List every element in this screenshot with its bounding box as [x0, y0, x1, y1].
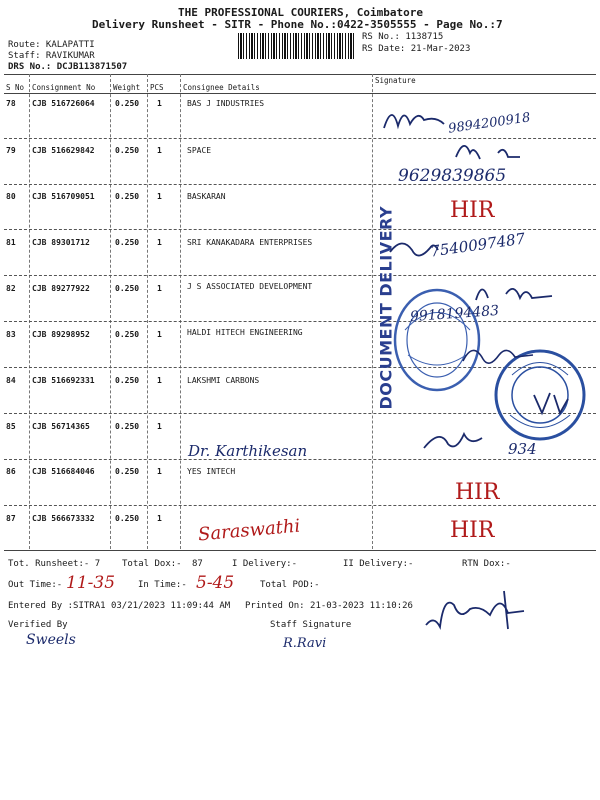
rs-date: RS Date: 21-Mar-2023 — [362, 44, 471, 54]
handwritten-phone: 9894200918 — [447, 110, 532, 137]
row-pcs: 1 — [157, 146, 162, 155]
row-pcs: 1 — [157, 330, 162, 339]
row-divider — [4, 321, 596, 322]
col-divider — [180, 74, 181, 549]
rtn-dox: RTN Dox:- — [462, 559, 511, 569]
row-sno: 86 — [6, 467, 16, 476]
total-dox-value: 87 — [192, 559, 203, 569]
row-sno: 79 — [6, 146, 16, 155]
company-title: THE PROFESSIONAL COURIERS, Coimbatore — [178, 6, 424, 19]
row-divider — [4, 229, 596, 230]
col-consignment: Consignment No — [32, 83, 96, 92]
col-weight: Weight — [113, 83, 141, 92]
row-divider — [4, 505, 596, 506]
row-divider — [4, 184, 596, 185]
hir-mark: HIR — [450, 198, 495, 223]
col-signature: Signature — [375, 76, 416, 85]
verified-signature: Sweels — [26, 632, 76, 648]
ii-delivery: II Delivery:- — [343, 559, 414, 569]
row-sno: 81 — [6, 238, 16, 247]
out-time-value: 11-35 — [66, 573, 116, 593]
staff-label: Staff: RAVIKUMAR — [8, 51, 95, 61]
out-time-label: Out Time:- — [8, 580, 63, 590]
row-sno: 84 — [6, 376, 16, 385]
row-consignment: CJB 89298952 — [32, 330, 90, 339]
entered-by: Entered By :SITRA1 03/21/2023 11:09:44 AM — [8, 601, 231, 611]
row-sno: 83 — [6, 330, 16, 339]
signature-scribble — [450, 135, 530, 165]
table-bottom-rule — [4, 550, 596, 551]
verified-by-label: Verified By — [8, 620, 68, 630]
table-header-rule — [4, 93, 596, 94]
i-delivery: I Delivery:- — [232, 559, 298, 569]
signature-scribble — [455, 335, 545, 375]
in-time-label: In Time:- — [138, 580, 187, 590]
row-consignee: YES INTECH — [187, 467, 236, 476]
row-consignment: CJB 56714365 — [32, 422, 90, 431]
row-sno: 87 — [6, 514, 16, 523]
table-top-rule — [4, 74, 596, 75]
row-weight: 0.250 — [115, 284, 140, 293]
total-dox-label: Total Dox:- — [122, 559, 182, 569]
row-consignment: CJB 516629842 — [32, 146, 95, 155]
row-consignment: CJB 516692331 — [32, 376, 95, 385]
document-delivery-stamp: DOCUMENT DELIVERY — [376, 205, 396, 410]
row-sno: 82 — [6, 284, 16, 293]
row-weight: 0.250 — [115, 422, 140, 431]
col-consignee: Consignee Details — [183, 83, 260, 92]
row-weight: 0.250 — [115, 467, 140, 476]
row-consignee: SRI KANAKADARA ENTERPRISES — [187, 238, 313, 247]
row-pcs: 1 — [157, 422, 162, 431]
in-time-value: 5-45 — [196, 573, 235, 593]
row-pcs: 1 — [157, 192, 162, 201]
handwritten-phone: 7540097487 — [429, 229, 527, 261]
handwritten-name: Dr. Karthikesan — [188, 442, 308, 460]
row-weight: 0.250 — [115, 330, 140, 339]
route-label: Route: KALAPATTI — [8, 40, 95, 50]
signature-scribble — [420, 585, 550, 635]
hir-mark: HIR — [455, 480, 500, 505]
row-consignee: J S ASSOCIATED DEVELOPMENT — [187, 282, 313, 291]
row-consignment: CJB 89301712 — [32, 238, 90, 247]
row-consignment: CJB 516726064 — [32, 99, 95, 108]
rs-number: RS No.: 1138715 — [362, 32, 444, 42]
row-consignee: LAKSHMI CARBONS — [187, 376, 260, 385]
row-sno: 78 — [6, 99, 16, 108]
col-divider — [110, 74, 111, 549]
hir-mark: HIR — [450, 518, 495, 543]
row-weight: 0.250 — [115, 99, 140, 108]
col-divider — [147, 74, 148, 549]
tot-runsheet: Tot. Runsheet:- 7 — [8, 559, 101, 569]
row-consignment: CJB 516684046 — [32, 467, 95, 476]
handwritten-phone: 9629839865 — [398, 166, 507, 186]
handwritten-name: Saraswathi — [197, 515, 302, 546]
row-weight: 0.250 — [115, 376, 140, 385]
row-consignee: BAS J INDUSTRIES — [187, 99, 265, 108]
row-pcs: 1 — [157, 514, 162, 523]
staff-signature-label: Staff Signature — [270, 620, 352, 630]
row-weight: 0.250 — [115, 514, 140, 523]
row-consignee: BASKARAN — [187, 192, 226, 201]
row-pcs: 1 — [157, 376, 162, 385]
row-sno: 80 — [6, 192, 16, 201]
row-weight: 0.250 — [115, 192, 140, 201]
total-pod: Total POD:- — [260, 580, 320, 590]
signature-scribble — [528, 385, 573, 420]
row-pcs: 1 — [157, 99, 162, 108]
col-divider — [29, 74, 30, 549]
signature-scribble — [418, 424, 488, 454]
row-consignment: CJB 516709051 — [32, 192, 95, 201]
col-sno: S No — [6, 83, 25, 92]
handwritten-phone: 9918194483 — [409, 302, 500, 326]
row-sno: 85 — [6, 422, 16, 431]
row-pcs: 1 — [157, 467, 162, 476]
row-consignee: HALDI HITECH ENGINEERING — [187, 328, 303, 337]
row-weight: 0.250 — [115, 238, 140, 247]
staff-signature: R.Ravi — [283, 636, 327, 651]
handwritten-phone: 934 — [508, 440, 537, 458]
row-weight: 0.250 — [115, 146, 140, 155]
drs-number: DRS No.: DCJB113871507 — [8, 62, 128, 72]
row-consignment: CJB 89277922 — [32, 284, 90, 293]
col-pcs: PCS — [150, 83, 164, 92]
runsheet-heading: Delivery Runsheet - SITR - Phone No.:0422-3505555 - Page No.:7 — [92, 18, 503, 31]
row-pcs: 1 — [157, 284, 162, 293]
row-consignment: CJB 566673332 — [32, 514, 95, 523]
row-pcs: 1 — [157, 238, 162, 247]
printed-on: Printed On: 21-03-2023 11:10:26 — [245, 601, 413, 611]
row-consignee: SPACE — [187, 146, 212, 155]
row-divider — [4, 275, 596, 276]
barcode — [238, 33, 356, 59]
col-divider — [372, 74, 373, 549]
